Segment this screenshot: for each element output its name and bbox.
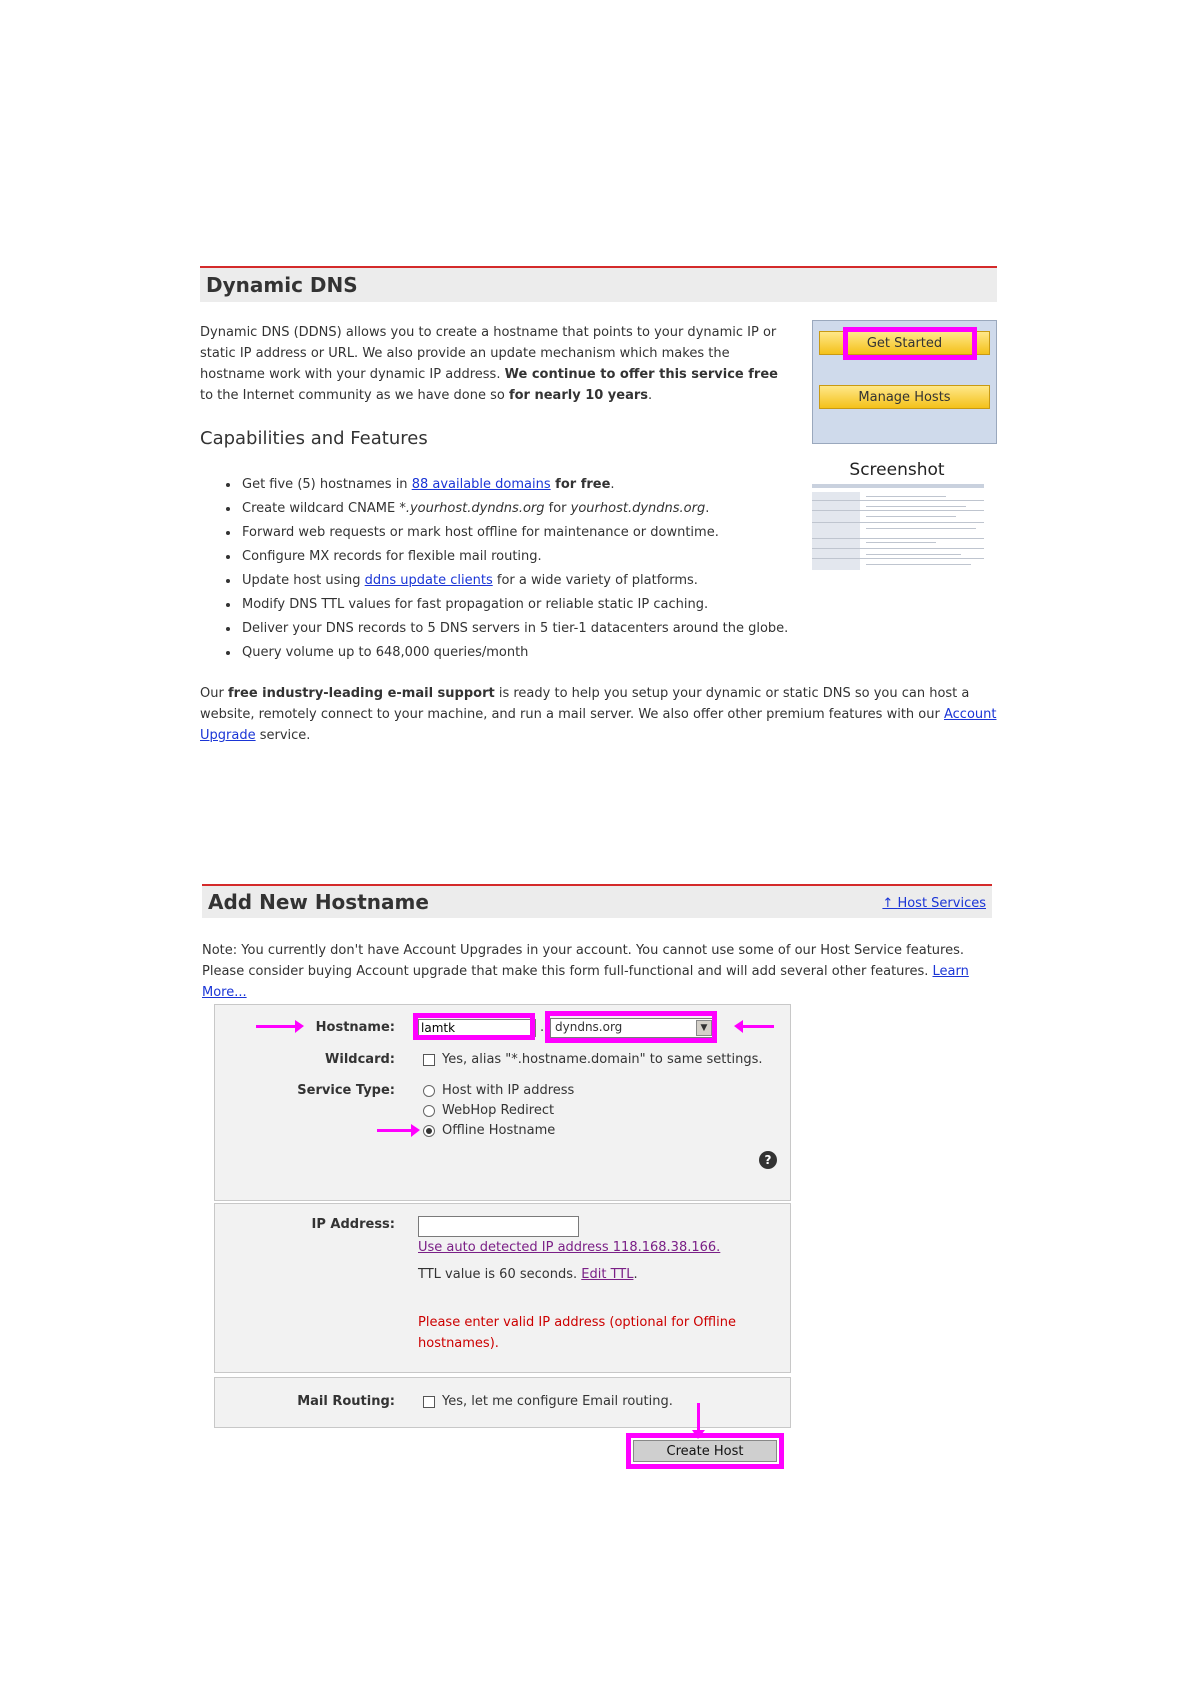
dot-separator: . <box>540 1020 545 1035</box>
ddns-section-header <box>200 266 997 302</box>
screenshot-thumbnail[interactable] <box>812 482 984 570</box>
ddns-intro <box>200 322 795 406</box>
service-radio-offline[interactable] <box>423 1125 435 1137</box>
manage-hosts-button[interactable]: Manage Hosts <box>819 385 990 409</box>
highlight-box <box>545 1011 717 1043</box>
list-item: • Modify DNS TTL values for fast propagation or reliable static IP caching. <box>240 593 800 617</box>
annotation-arrow <box>256 1025 296 1028</box>
feature-list <box>218 473 800 665</box>
annotation-arrow <box>377 1129 412 1132</box>
ip-address-input[interactable] <box>418 1216 579 1237</box>
ip-error-message: Please enter valid IP address (optional for Offline hostnames). <box>418 1315 736 1351</box>
capabilities-heading: Capabilities and Features <box>200 428 428 449</box>
intro-text: Dynamic DNS (DDNS) allows you to create a hostname that points to your dynamic IP or static IP address or URL. We also provide an update mechanism which makes the hostname work with your dynamic IP address. <box>200 325 777 382</box>
list-item: • Configure MX records for flexible mail routing. <box>240 545 800 569</box>
mail-routing-label: Mail Routing: <box>297 1394 395 1409</box>
get-started-button[interactable]: Get Started <box>819 331 990 355</box>
screenshot-title: Screenshot <box>849 460 945 480</box>
mail-routing-option-label: Yes, let me configure Email routing. <box>442 1394 673 1409</box>
highlight-box <box>626 1433 784 1469</box>
create-host-button[interactable]: Create Host <box>633 1440 777 1462</box>
account-upgrade-link[interactable]: Account Upgrade <box>200 707 997 743</box>
service-radio-webhop[interactable] <box>423 1105 435 1117</box>
help-icon[interactable]: ? <box>759 1151 777 1169</box>
ddns-title: Dynamic DNS <box>206 273 358 297</box>
ddns-update-clients-link[interactable]: ddns update clients <box>364 573 493 588</box>
wildcard-option-label: Yes, alias "*.hostname.domain" to same settings. <box>442 1052 763 1067</box>
ip-address-panel <box>214 1203 791 1373</box>
annotation-arrow <box>742 1025 774 1028</box>
list-item: • Update host using ddns update clients for a wide variety of platforms. <box>240 569 800 593</box>
service-type-label: Service Type: <box>297 1083 395 1098</box>
ip-address-label: IP Address: <box>311 1217 395 1232</box>
add-hostname-title: Add New Hostname <box>208 890 429 914</box>
mail-routing-panel <box>214 1377 791 1428</box>
annotation-arrow <box>697 1403 700 1431</box>
list-item: • Query volume up to 648,000 queries/month <box>240 641 800 665</box>
add-hostname-header <box>202 884 992 918</box>
list-item: • Create wildcard CNAME *.yourhost.dyndns.org for yourhost.dyndns.org. <box>240 497 800 521</box>
intro-bold-text: We continue to offer this service free <box>504 367 778 382</box>
intro-bold-text: for nearly 10 years <box>508 388 649 403</box>
list-item: • Forward web requests or mark host offline for maintenance or downtime. <box>240 521 800 545</box>
up-arrow-icon: ↑ <box>882 896 898 911</box>
chevron-down-icon: ▼ <box>696 1020 712 1036</box>
list-item: • Get five (5) hostnames in 88 available domains for free. <box>240 473 800 497</box>
mail-routing-checkbox[interactable] <box>423 1396 435 1408</box>
ttl-text: TTL value is 60 seconds. Edit TTL. <box>418 1267 638 1282</box>
hostname-panel <box>214 1004 791 1201</box>
service-radio-host-ip[interactable] <box>423 1085 435 1097</box>
host-services-link[interactable]: ↑ Host Services <box>882 896 986 911</box>
learn-more-link[interactable]: Learn More... <box>202 964 969 1000</box>
service-option-label: Host with IP address <box>442 1083 575 1098</box>
service-option-label: WebHop Redirect <box>442 1103 555 1118</box>
hostname-label: Hostname: <box>315 1020 395 1035</box>
intro-text: . <box>648 388 653 403</box>
available-domains-link[interactable]: 88 available domains <box>411 477 551 492</box>
edit-ttl-link[interactable]: Edit TTL <box>581 1267 634 1282</box>
service-option-label: Offline Hostname <box>442 1123 556 1138</box>
wildcard-label: Wildcard: <box>325 1052 395 1067</box>
domain-select-value: dyndns.org <box>555 1020 623 1034</box>
account-note: Note: You currently don't have Account Upgrades in your account. You cannot use some of our Host Service features. Please consider buying Account upgrade that make this form full-functional and will add several other features. Learn More... <box>202 943 969 1000</box>
wildcard-checkbox[interactable] <box>423 1054 435 1066</box>
action-box <box>812 320 997 444</box>
highlight-box <box>843 327 977 360</box>
support-paragraph: Our free industry-leading e-mail support is ready to help you setup your dynamic or static DNS so you can host a website, remotely connect to your machine, and run a mail server. We also offer other premium features with our Account Upgrade service. <box>200 686 997 743</box>
auto-ip-link[interactable]: Use auto detected IP address 118.168.38.166. <box>418 1240 721 1255</box>
intro-text: to the Internet community as we have done so <box>200 388 509 403</box>
highlight-box <box>413 1013 535 1040</box>
list-item: • Deliver your DNS records to 5 DNS servers in 5 tier-1 datacenters around the globe. <box>240 617 800 641</box>
